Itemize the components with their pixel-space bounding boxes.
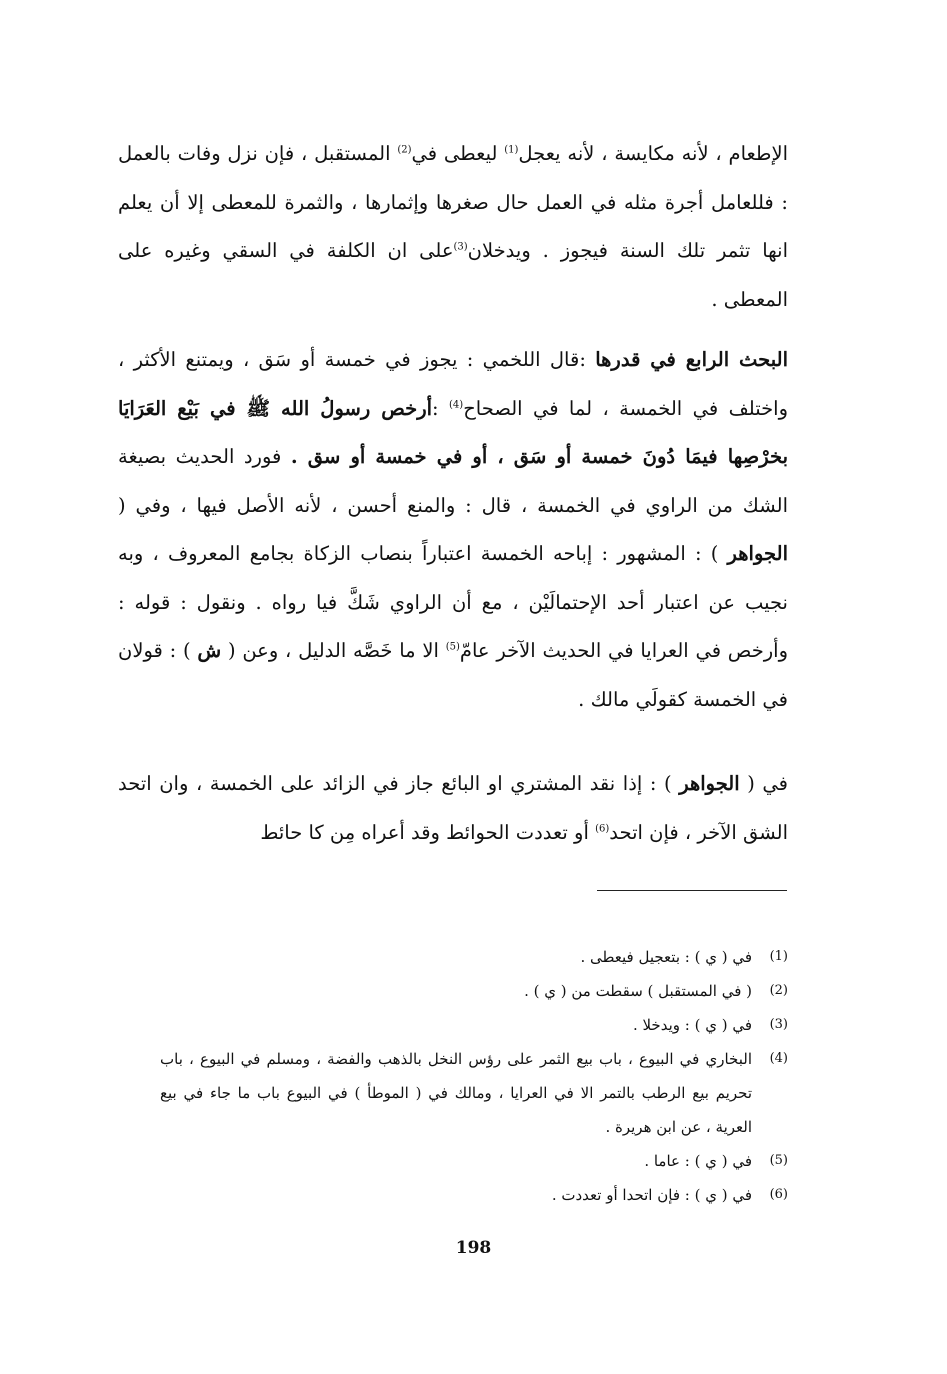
- text-run: :: [432, 396, 450, 420]
- paragraph-3: [118, 760, 788, 857]
- footnote-number: (5): [769, 1153, 788, 1168]
- text-run: أو تعددت الحوائط وقد أعراه مِن كا حائط: [260, 820, 596, 844]
- footnote-item: [160, 940, 788, 974]
- footnote-number: (2): [769, 983, 788, 998]
- text-run: ) : المشهور : إباحه الخمسة اعتباراً بنصاب الزكاة بجامع المعروف ، وبه نجيب عن اعتبار أحد الإحتمالَيْن ، مع أن الراوي شَكَّ فيا رواه . ونقول : قوله : وأرخص في العرايا في الحديث الآخر عامّ: [118, 542, 789, 662]
- footnote-item: [160, 1008, 788, 1042]
- section-heading: البحث الرابع في قدرها: [595, 348, 788, 371]
- footnotes: [160, 940, 788, 1212]
- footnote-item: [160, 1042, 788, 1144]
- text-run: ) : إذا نقد المشتري او البائع جاز في الزائد على الخمسة ، وان اتحد الشق الآخر ، فإن اتحد: [118, 772, 788, 844]
- footnote-number: (3): [769, 1017, 788, 1032]
- footnote-ref-6[interactable]: (6): [595, 823, 610, 834]
- footnote-text: في ( ي ) : ويدخلا .: [632, 1016, 752, 1034]
- text-run: الإطعام ، لأنه مكايسة ، لأنه يعجل: [518, 142, 788, 165]
- footnote-item: [160, 974, 788, 1008]
- footnote-ref-1[interactable]: (1): [504, 144, 519, 156]
- footnote-separator: [597, 890, 787, 891]
- footnote-item: [160, 1144, 788, 1178]
- footnote-ref-3[interactable]: (3): [453, 241, 468, 253]
- paragraph-1: [118, 130, 788, 324]
- text-run: في (: [739, 772, 788, 795]
- text-run: ) : قولان في الخمسة كقولَي مالك .: [118, 639, 788, 711]
- text-run: على ان الكلفة في السقي وغيره على المعطى .: [118, 239, 788, 311]
- footnote-number: (1): [769, 949, 788, 964]
- main-text: [118, 130, 788, 857]
- source-name: ش: [197, 639, 222, 662]
- page-number: 198: [455, 1238, 492, 1258]
- text-run: المستقبل ، فإن نزل وفات بالعمل : فللعامل أجرة مثله في العمل حال صغرها وإثمارها ، والثمرة للمعطى إلا أن يعلم انها تثمر تلك السنة فيجوز . ويدخلان: [118, 142, 788, 262]
- source-name: الجواهر: [727, 542, 788, 565]
- footnote-number: (4): [769, 1051, 788, 1066]
- text-run: الا ما خَصَّه الدليل ، وعن (: [221, 639, 446, 662]
- footnote-ref-4[interactable]: (4): [449, 399, 464, 410]
- footnote-ref-5[interactable]: (5): [445, 641, 460, 653]
- footnote-text: في ( ي ) : بتعجيل فيعطى .: [580, 948, 752, 966]
- footnote-text: ( في المستقبل ) سقطت من ( ي ) .: [524, 982, 752, 1000]
- footnote-text: في ( ي ) : فإن اتحدا أو تعددت .: [551, 1186, 752, 1204]
- text-run: :قال اللخمي : يجوز في خمسة أو سَق ، ويمتنع الأكثر ، واختلف في الخمسة ، لما في الصحاح: [118, 348, 788, 420]
- hadith-quote: أرخص رسولُ الله ﷺ في بَيْع العَرَايَا بخرْصِها فيمَا دُونَ خمسة أو سَق ، أو في خمسة أو سق .: [118, 396, 788, 468]
- footnote-ref-2[interactable]: (2): [397, 144, 412, 156]
- footnote-text: البخاري في البيوع ، باب بيع الثمر على رؤس النخل بالذهب والفضة ، ومسلم في البيوع ، باب تحريم بيع الرطب بالتمر الا في العرايا ، ومالك في ( الموطأ ) في البيوع باب ما جاء في بيع العرية ، عن ابن هريرة .: [160, 1050, 752, 1136]
- source-name: الجواهر: [679, 772, 740, 795]
- footnote-text: في ( ي ) : عاما .: [644, 1152, 752, 1170]
- text-run: فورد الحديث بصيغة الشك من الراوي في الخمسة ، قال : والمنع أحسن ، لأنه الأصل فيها ، وفي (: [118, 445, 788, 517]
- footnote-item: [160, 1178, 788, 1212]
- footnote-number: (6): [769, 1187, 788, 1202]
- text-run: ليعطى في: [411, 142, 505, 165]
- paragraph-2: [118, 336, 788, 724]
